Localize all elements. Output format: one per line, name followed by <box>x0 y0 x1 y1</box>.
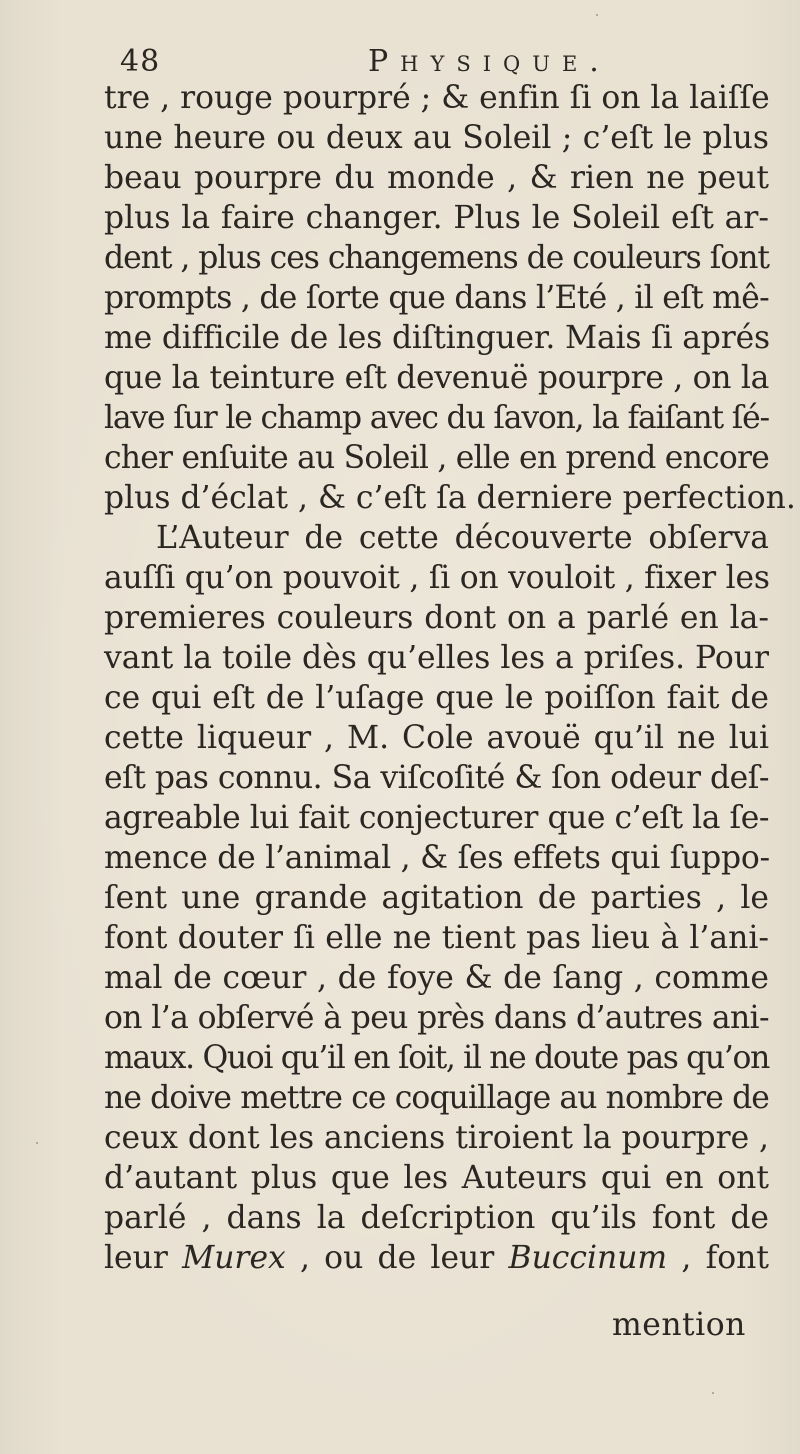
text-line: que la teinture eſt devenuë pourpre , on la <box>104 360 769 396</box>
text-line: ne doive mettre ce coquillage au nombre de <box>104 1080 769 1116</box>
text-line: premieres couleurs dont on a parlé en la- <box>104 600 769 636</box>
text-line: parlé , dans la deſcription qu’ils font de <box>104 1200 769 1236</box>
text-line: plus la faire changer. Plus le Soleil eſt ar- <box>104 200 769 236</box>
text-line: me difficile de les diſtinguer. Mais ſi aprés <box>104 320 770 356</box>
text-line: ceux dont les anciens tiroient la pourpre , <box>104 1120 769 1156</box>
text-line: eſt pas connu. Sa viſcoſité & ſon odeur deſ- <box>104 760 769 796</box>
running-title: Physique. <box>368 44 611 79</box>
text-line: plus d’éclat , & c’eſt ſa derniere perfection. <box>104 480 796 516</box>
paper-speck <box>596 14 598 16</box>
italic-term-murex: Murex <box>182 1240 286 1276</box>
body-text <box>104 78 796 1278</box>
text-line: mal de cœur , de foye & de ſang , comme <box>104 960 769 996</box>
text-line: dent , plus ces changemens de couleurs ſont <box>104 240 769 276</box>
text-line: maux. Quoi qu’il en ſoit, il ne doute pas qu’on <box>104 1040 769 1076</box>
text-line: auſſi qu’on pouvoit , ſi on vouloit , fixer les <box>104 560 770 596</box>
text-line-paragraph-start: L’Auteur de cette découverte obſerva <box>156 520 769 556</box>
text-line: ce qui eſt de l’uſage que le poiſſon fait de <box>104 680 769 716</box>
text-line: on l’a obſervé à peu près dans d’autres ani- <box>104 1000 769 1036</box>
paper-speck <box>712 1392 714 1394</box>
paper-speck <box>36 1142 38 1144</box>
text-line: font douter ſi elle ne tient pas lieu à l’ani- <box>104 920 769 956</box>
text-line: agreable lui fait conjecturer que c’eſt la ſe- <box>104 800 769 836</box>
text-line: d’autant plus que les Auteurs qui en ont <box>104 1160 769 1196</box>
text-line: leur Murex , ou de leur Buccinum , font <box>104 1240 769 1276</box>
text-line: vant la toile dès qu’elles les a priſes. Pour <box>104 640 769 676</box>
text-line: prompts , de ſorte que dans l’Eté , il eſt mê- <box>104 280 769 316</box>
text-line: ſent une grande agitation de parties , le <box>104 880 769 916</box>
italic-term-buccinum: Buccinum <box>508 1240 668 1276</box>
text-line: une heure ou deux au Soleil ; c’eſt le plus <box>104 120 769 156</box>
text-line: tre , rouge pourpré ; & enfin ſi on la laiſſe <box>104 80 770 116</box>
text-line: beau pourpre du monde , & rien ne peut <box>104 160 769 196</box>
text-line: mence de l’animal , & ſes effets qui ſuppo- <box>104 840 770 876</box>
text-line: lave ſur le champ avec du ſavon, la faiſant ſé- <box>104 400 769 436</box>
page-number: 48 <box>120 44 161 79</box>
text-line: cher enſuite au Soleil , elle en prend encore <box>104 440 769 476</box>
catchword: mention <box>612 1307 746 1343</box>
text-line: cette liqueur , M. Cole avouë qu’il ne lui <box>104 720 769 756</box>
